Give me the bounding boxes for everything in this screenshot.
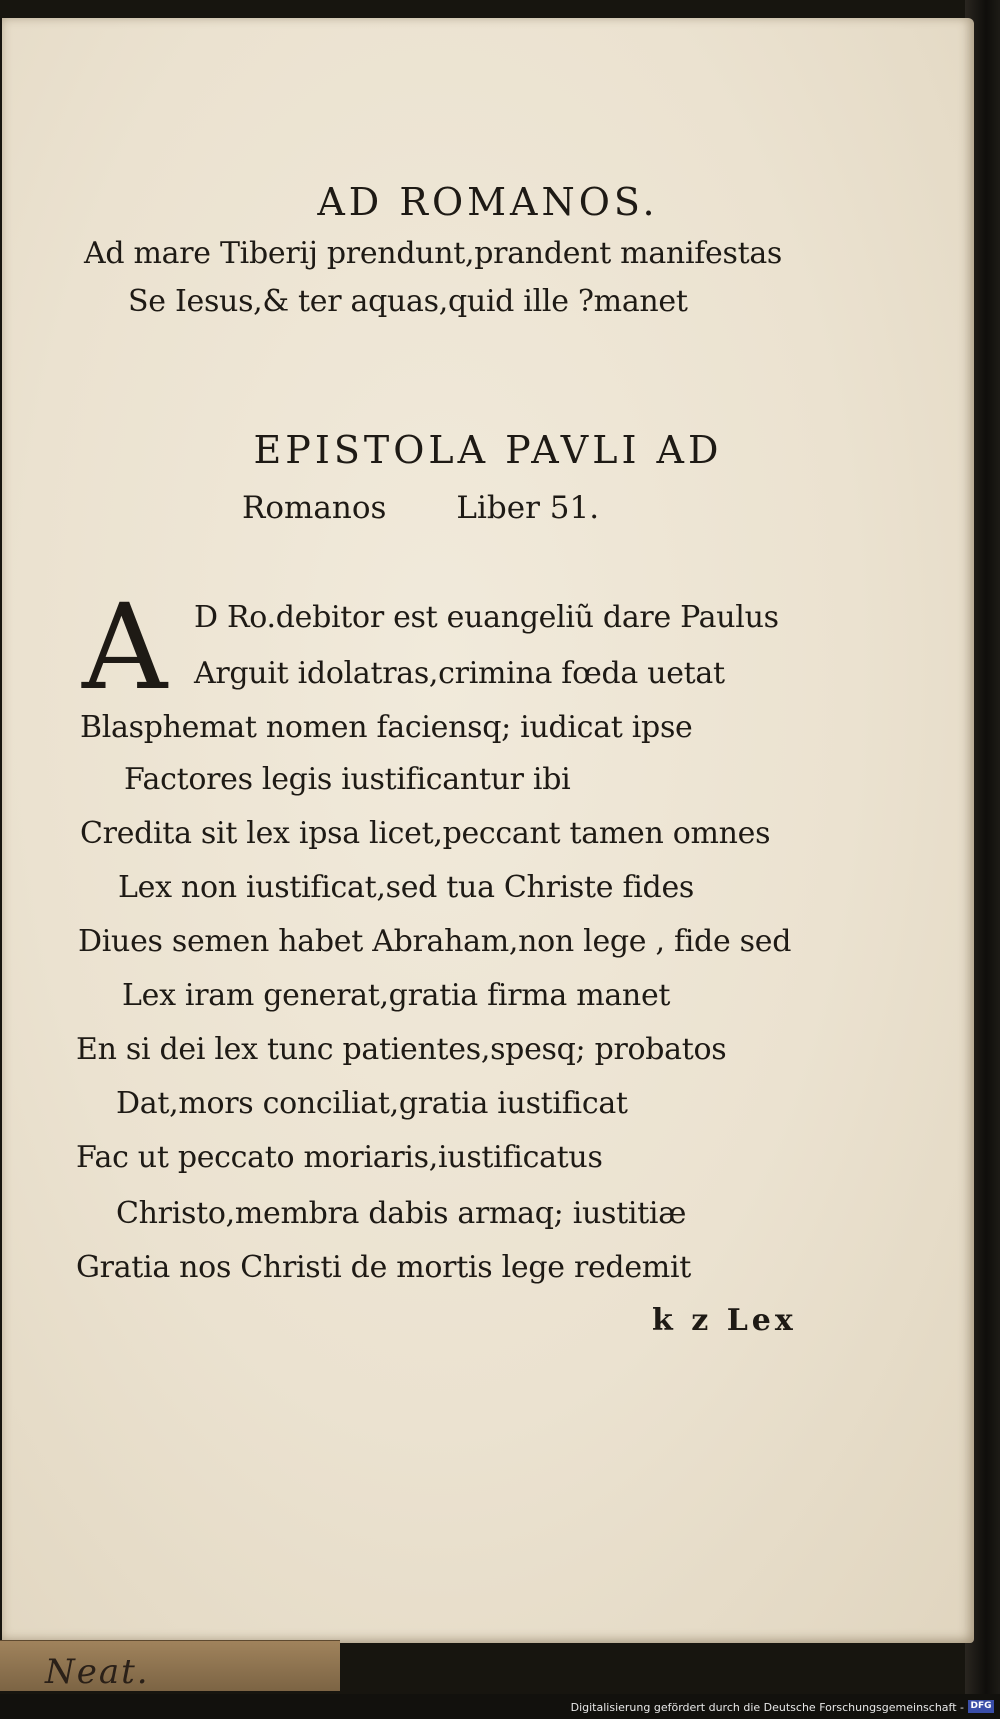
drop-cap-letter: A [82,578,168,716]
intro-line-1: Ad mare Tiberij prendunt,prandent manifestas [84,236,783,271]
epistle-title: EPISTOLA PAVLI AD [253,428,723,472]
intro-line-2: Se Iesus,& ter aquas,quid ille ?manet [128,284,688,319]
subtitle-liber: Liber 51. [456,490,600,526]
dfg-logo-icon: DFG [968,1700,994,1713]
verse-line-3: Blasphemat nomen faciensq; iudicat ipse [80,710,693,745]
epistle-subtitle [242,490,669,526]
verse-line-11: Fac ut peccato moriaris,iustificatus [76,1140,603,1175]
verse-line-7: Diues semen habet Abraham,non lege , fide sed [78,924,792,959]
digitization-credit: Digitalisierung gefördert durch die Deutsche Forschungsgemeinschaft - [570,1701,964,1714]
verse-line-12: Christo,membra dabis armaq; iustitiæ [116,1196,687,1231]
book-page [2,18,974,1643]
verse-line-6: Lex non iustificat,sed tua Christe fides [118,870,695,905]
verse-line-10: Dat,mors conciliat,gratia iustificat [116,1086,628,1121]
subtitle-book: Romanos [242,490,387,526]
shelf-label-text: Neat. [45,1652,150,1692]
verse-line-8: Lex iram generat,gratia firma manet [122,978,671,1013]
verse-line-13: Gratia nos Christi de mortis lege redemit [76,1250,691,1285]
verse-line-4: Factores legis iustificantur ibi [124,762,571,797]
verse-line-9: En si dei lex tunc patientes,spesq; probatos [76,1032,727,1067]
verse-line-2: Arguit idolatras,crimina fœda uetat [194,656,725,691]
signature-mark: k z Lex [652,1303,797,1338]
verse-line-5: Credita sit lex ipsa licet,peccant tamen omnes [80,816,771,851]
running-head: AD ROMANOS. [317,180,659,224]
verse-line-1: D Ro.debitor est euangeliũ dare Paulus [194,600,779,635]
